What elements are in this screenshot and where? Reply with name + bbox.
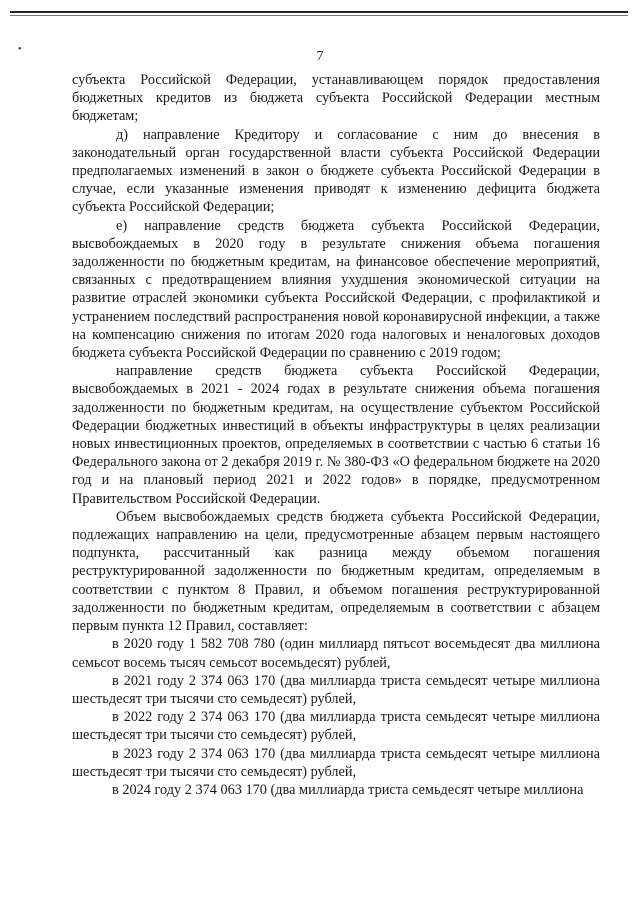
scan-speck: • [18,44,22,55]
paragraph-year-2020: в 2020 году 1 582 708 780 (один миллиард пятьсот восемьдесят два миллиона семьсот восемь тысяч семьсот восемьдесят) рублей, [72,636,600,671]
paragraph-volume: Объем высвобождаемых средств бюджета субъекта Российской Федерации, подлежащих направлению на цели, предусмотренные абзацем первым настоящего подпункта, рассчитанный как разница между объемом погашения реструктурированной задолженности по бюджетным кредитам, определяемым в соответствии с пунктом 8 Правил, и объемом погашения реструктурированной задолженности по бюджетным кредитам, определяемым в соответствии с абзацем первым пункта 12 Правил, составляет: [72,508,600,635]
paragraph-item-e: е) направление средств бюджета субъекта Российской Федерации, высвобождаемых в 2020 году в результате снижения объема погашения задолженности по бюджетным кредитам, на финансовое обеспечение мероприятий, связанных с предотвращением влияния ухудшения экономической ситуации на развитие отраслей экономики субъекта Российской Федерации, с профилактикой и устранением последствий распространения новой коронавирусной инфекции, а также на компенсацию снижения по итогам 2020 года налоговых и неналоговых доходов бюджета субъекта Российской Федерации по сравнению с 2019 годом; [72,217,600,362]
paragraph-item-d: д) направление Кредитору и согласование с ним до внесения в законодательный орган государственной власти субъекта Российской Федерации предполагаемых изменений в закон о бюджете субъекта Российской Федерации в случае, если указанные изменения приводят к изменению дефицита бюджета субъекта Российской Федерации; [72,126,600,216]
scan-top-border [10,11,628,13]
paragraph-year-2021: в 2021 году 2 374 063 170 (два миллиарда триста семьдесят четыре миллиона шестьдесят три тысячи сто семьдесят) рублей, [72,672,600,707]
document-body [72,71,600,799]
scan-top-border-thin [10,15,628,16]
page-number: 7 [316,49,324,64]
paragraph-year-2023: в 2023 году 2 374 063 170 (два миллиарда триста семьдесят четыре миллиона шестьдесят три тысячи сто семьдесят) рублей, [72,745,600,780]
paragraph-continuation: субъекта Российской Федерации, устанавливающем порядок предоставления бюджетных кредитов из бюджета субъекта Российской Федерации местным бюджетам; [72,72,600,125]
paragraph-year-2024: в 2024 году 2 374 063 170 (два миллиарда триста семьдесят четыре миллиона [112,781,584,798]
paragraph-investments: направление средств бюджета субъекта Российской Федерации, высвобождаемых в 2021 - 2024 годах в результате снижения объема погашения задолженности по бюджетным кредитам, на осуществление субъектом Российской Федерации бюджетных инвестиций в объекты инфраструктуры в целях реализации новых инвестиционных проектов, определяемых в соответствии с частью 6 статьи 16 Федерального закона от 2 декабря 2019 г. № 380-ФЗ «О федеральном бюджете на 2020 год и на плановый период 2021 и 2022 годов» в порядке, предусмотренном Правительством Российской Федерации. [72,363,600,507]
paragraph-year-2022: в 2022 году 2 374 063 170 (два миллиарда триста семьдесят четыре миллиона шестьдесят три тысячи сто семьдесят) рублей, [72,709,600,744]
